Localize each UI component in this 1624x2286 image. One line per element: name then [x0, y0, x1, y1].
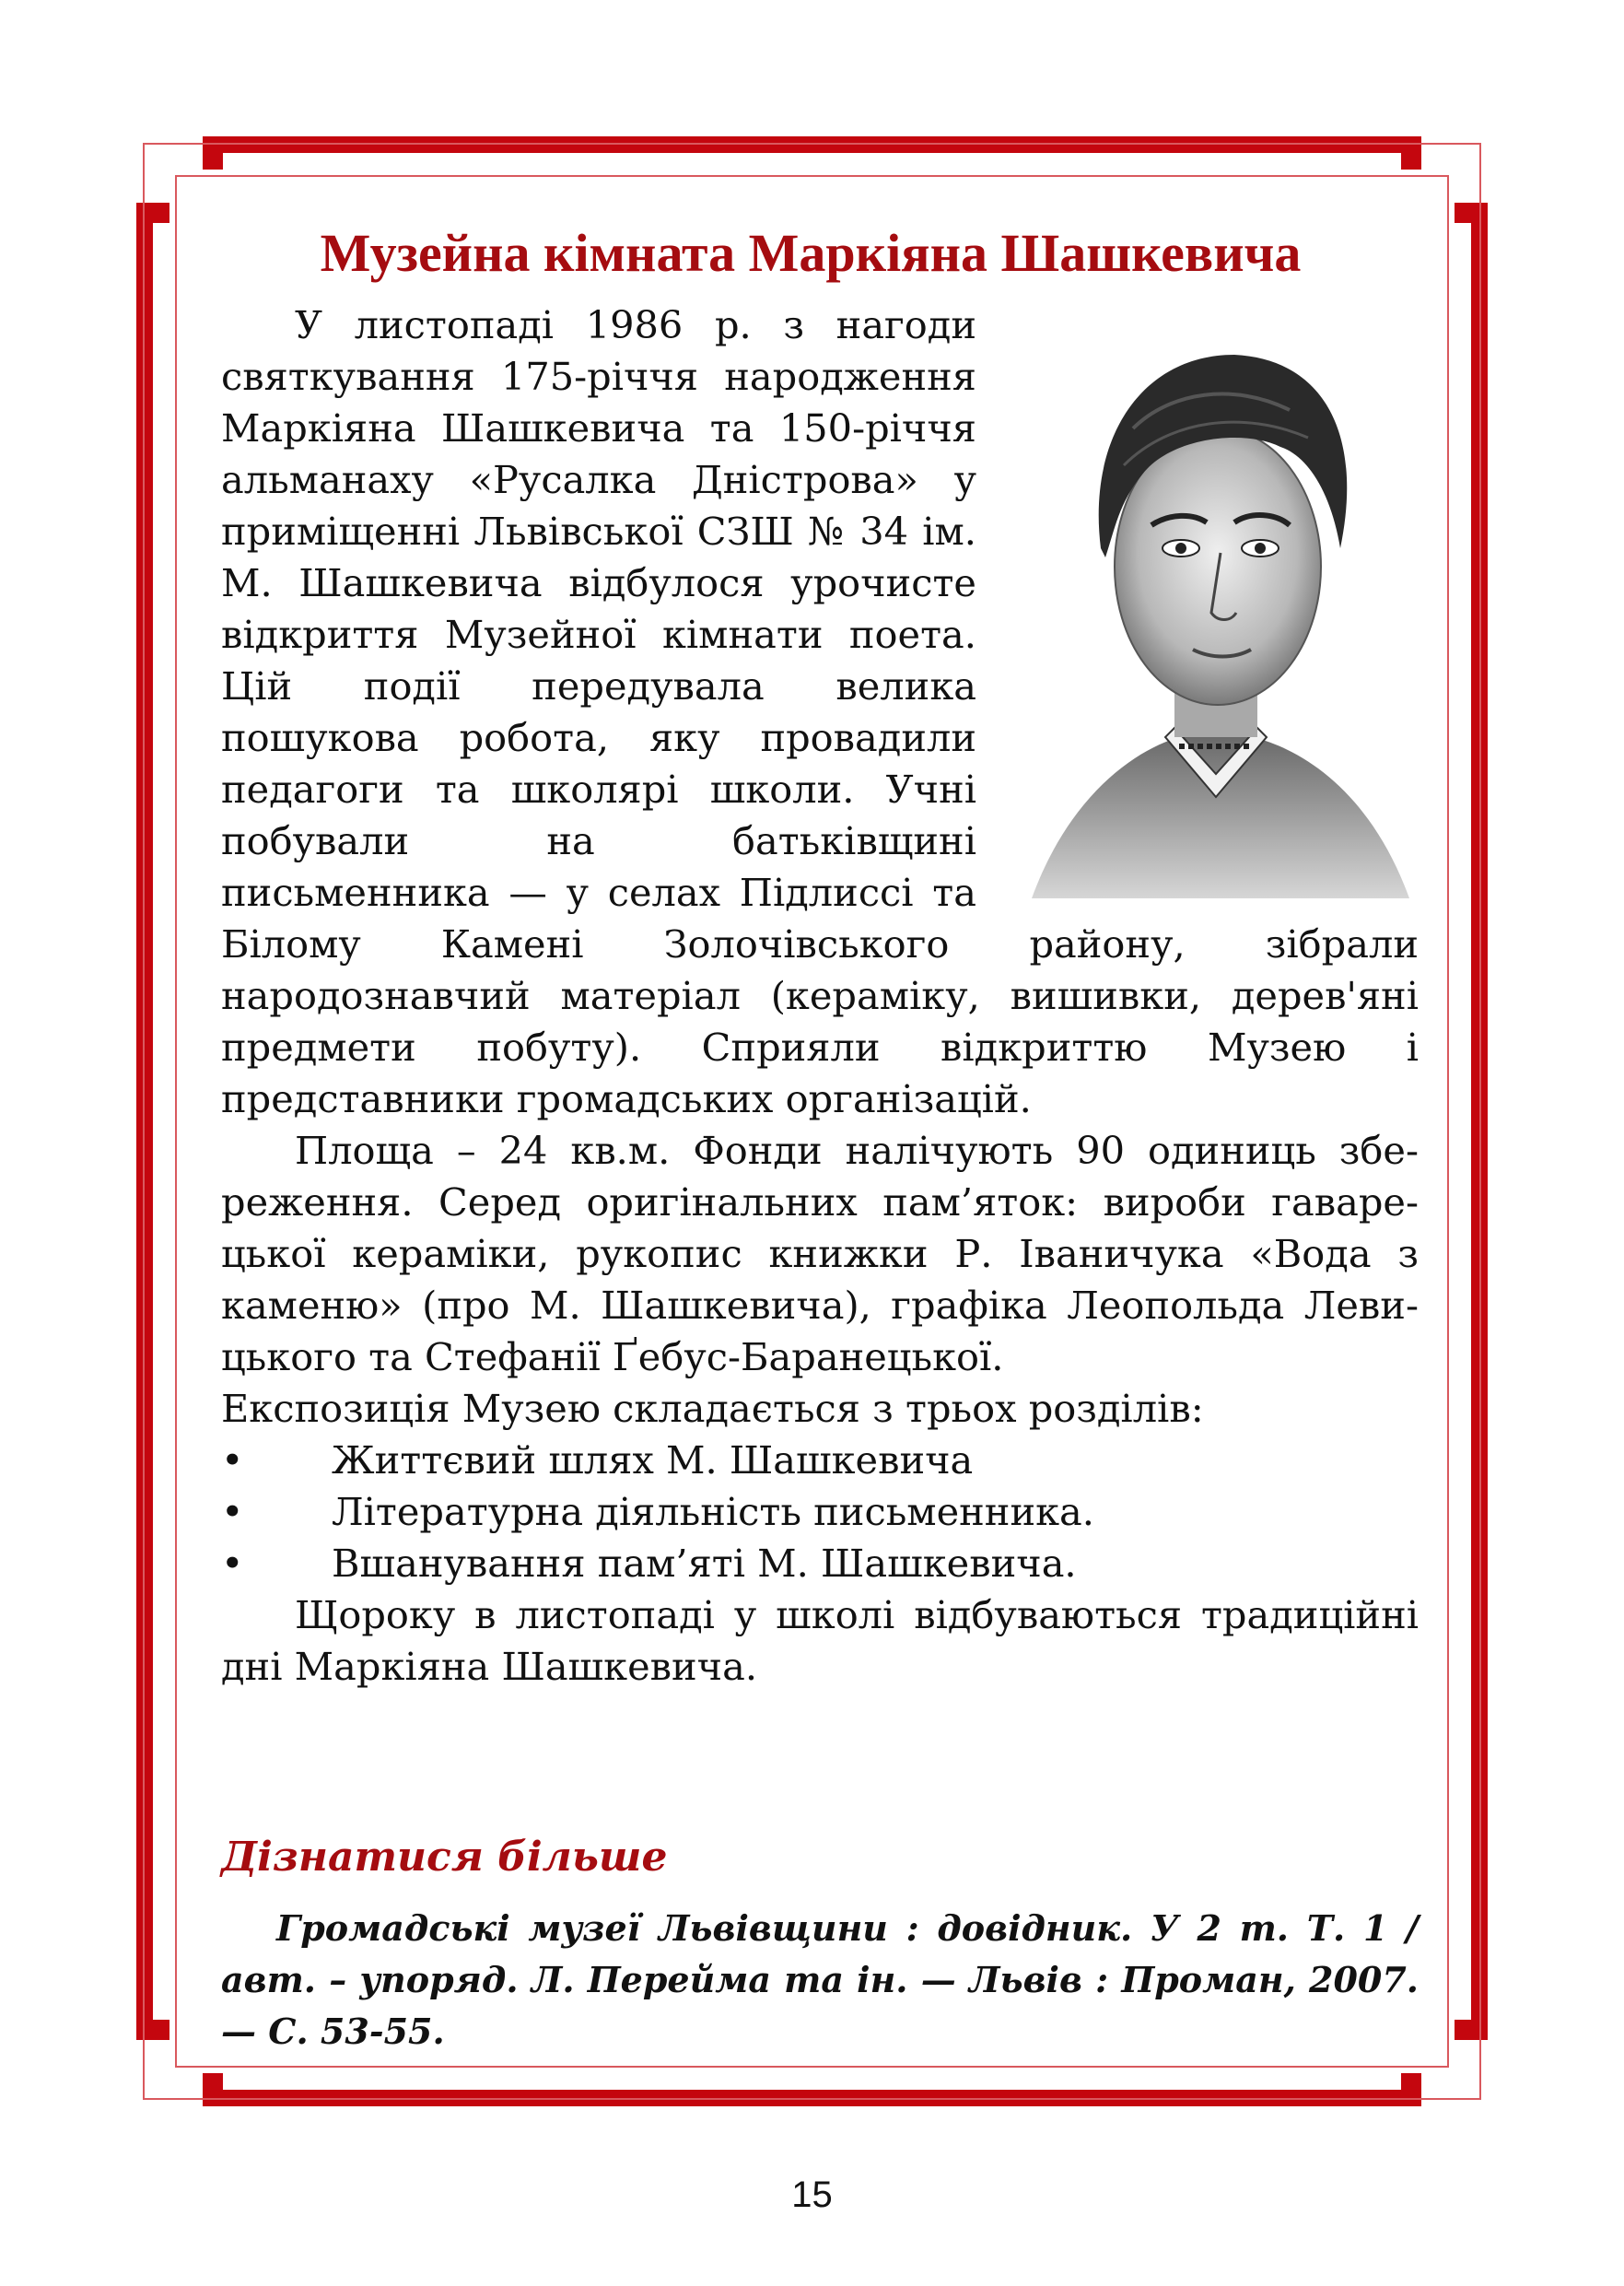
main-text	[221, 299, 1419, 1693]
list-item: • Життєвий шлях М. Шашкевича	[221, 1435, 1419, 1486]
page-number: 15	[791, 2175, 833, 2215]
paragraph-area: Площа – 24 кв.м. Фонди налічують 90 одиниць збереження. Серед оригінальних пам’яток: вироби гаварецької кераміки, рукопис книжки Р. Іваничука «Вода з каменю» (про М. Шашкевича), графіка Леопольда Левицького та Стефанії Ґебус-Баранецької.	[221, 1128, 1419, 1379]
exposition-sections-list	[221, 1435, 1419, 1589]
reference-citation: Громадські музеї Львівщини : довідник. У 2 т. Т. 1 / авт. – упоряд. Л. Перейма та ін. — Львів : Проман, 2007.— С. 53-55.	[221, 1907, 1419, 2052]
paragraph-intro: У листопаді 1986 р. з нагоди святкування 175-річчя народження Маркіяна Шашкевича та 150-річчя альманаху «Русалка Дністрова» у приміщенні Львівської СЗШ № 34 ім. М. Шашкевича відбулося урочисте відкриття Музейної кімнати поета. Цій події передувала велика пошукова робота, яку провадили педагоги та школярі школи. Учні побували на батьківщині письменника — у селах Підлиссі та Білому Камені Золочівського району, зібрали народознавчий матеріал (кераміку, вишивки, дерев'яні предмети побуту). Сприяли відкриттю Музею і представники громадських організацій.	[221, 302, 1419, 1121]
learn-more-heading: Дізнатися більше	[221, 1834, 668, 1881]
page-title: Музейна кімната Маркіяна Шашкевича	[320, 223, 1302, 283]
portrait-engraving-icon	[1013, 318, 1419, 898]
list-item: • Літературна діяльність письменника.	[221, 1486, 1419, 1538]
exposition-intro: Експозиція Музею складається з трьох розділів:	[221, 1386, 1204, 1431]
list-item: • Вшанування пам’яті М. Шашкевича.	[221, 1538, 1419, 1589]
paragraph-tradition: Щороку в листопаді у школі відбуваються традиційні дні Маркіяна Шашкевича.	[221, 1592, 1419, 1689]
